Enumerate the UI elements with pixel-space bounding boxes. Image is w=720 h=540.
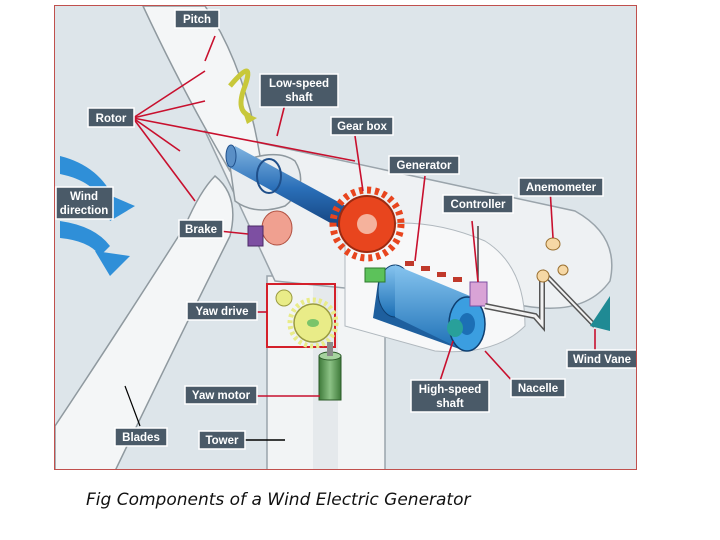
label-nacelle bbox=[511, 379, 565, 397]
label-controller-text: Controller bbox=[450, 199, 506, 211]
label-wind-vane-text: Wind Vane bbox=[572, 354, 632, 366]
label-wind-direction-line2: direction bbox=[59, 205, 109, 217]
label-low-speed-shaft-line1: Low-speed bbox=[268, 78, 330, 90]
label-anemometer bbox=[519, 178, 603, 196]
label-tower-text: Tower bbox=[205, 435, 239, 447]
label-anemometer-text: Anemometer bbox=[525, 182, 597, 194]
label-pitch-text: Pitch bbox=[182, 14, 212, 26]
label-low-speed-shaft bbox=[260, 74, 338, 107]
label-wind-vane bbox=[567, 350, 637, 368]
label-blades bbox=[115, 428, 167, 446]
label-rotor-text: Rotor bbox=[95, 113, 127, 125]
label-controller bbox=[443, 195, 513, 213]
label-low-speed-shaft-line2: shaft bbox=[285, 92, 313, 104]
label-generator-text: Generator bbox=[396, 160, 452, 172]
label-yaw-drive bbox=[187, 302, 257, 320]
wind-turbine-diagram bbox=[54, 5, 637, 470]
label-brake bbox=[179, 220, 223, 238]
label-blades-text: Blades bbox=[122, 432, 160, 444]
label-wind-direction bbox=[56, 187, 113, 219]
label-yaw-motor-text: Yaw motor bbox=[191, 390, 251, 402]
label-generator bbox=[389, 156, 459, 174]
label-high-speed-shaft-line2: shaft bbox=[436, 398, 464, 410]
label-yaw-motor bbox=[185, 386, 257, 404]
label-pitch bbox=[175, 10, 219, 28]
label-nacelle-text: Nacelle bbox=[517, 383, 559, 395]
label-rotor bbox=[88, 108, 134, 127]
label-high-speed-shaft-line1: High-speed bbox=[418, 384, 482, 396]
label-high-speed-shaft bbox=[411, 380, 489, 412]
label-gear-box-text: Gear box bbox=[337, 121, 387, 133]
figure-caption: Fig Components of a Wind Electric Generator bbox=[86, 490, 471, 510]
label-yaw-drive-text: Yaw drive bbox=[195, 306, 249, 318]
label-gear-box bbox=[331, 117, 393, 135]
label-wind-direction-line1: Wind bbox=[70, 191, 98, 203]
label-brake-text: Brake bbox=[185, 224, 217, 236]
label-tower bbox=[199, 431, 245, 449]
